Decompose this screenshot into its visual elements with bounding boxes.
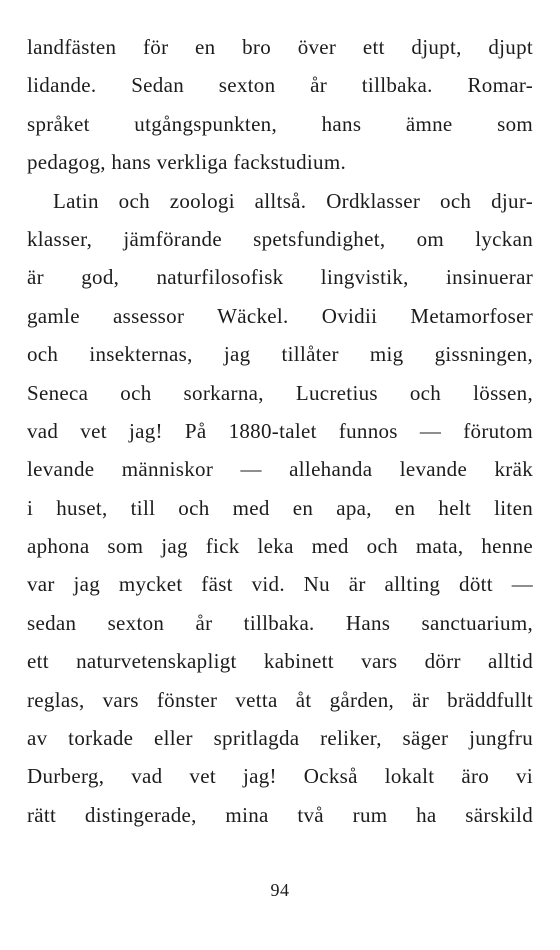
page-number: 94	[270, 880, 290, 900]
text-line: ett naturvetenskapligt kabinett vars dörr alltid	[27, 649, 533, 674]
text-line: levande människor — allehanda levande kräk	[27, 457, 533, 482]
paragraph-1	[27, 28, 533, 182]
text-line: landfästen för en bro över ett djupt, djupt	[27, 35, 533, 59]
text-line: rätt distingerade, mina två rum ha särskild	[27, 802, 533, 827]
text-line: klasser, jämförande spetsfundighet, om lyckan	[27, 226, 533, 251]
text-line: lidande. Sedan sexton år tillbaka. Romar-	[27, 73, 533, 98]
paragraph-2	[27, 182, 533, 835]
text-line: Durberg, vad vet jag! Också lokalt äro vi	[27, 764, 533, 789]
text-line: sedan sexton år tillbaka. Hans sanctuarium,	[27, 610, 533, 635]
text-line: gamle assessor Wäckel. Ovidii Metamorfoser	[27, 303, 533, 328]
text-line: var jag mycket fäst vid. Nu är allting dött —	[27, 572, 533, 597]
text-line: språket utgångspunkten, hans ämne som	[27, 111, 533, 136]
text-line: Seneca och sorkarna, Lucretius och lössen,	[27, 380, 533, 405]
text-line: aphona som jag fick leka med och mata, henne	[27, 534, 533, 559]
text-line: och insekternas, jag tillåter mig gissningen,	[27, 342, 533, 367]
text-line: av torkade eller spritlagda reliker, säger jungfru	[27, 726, 533, 751]
text-line: i huset, till och med en apa, en helt liten	[27, 495, 533, 520]
text-line: vad vet jag! På 1880-talet funnos — förutom	[27, 418, 533, 443]
text-line: Latin och zoologi alltså. Ordklasser och djur-	[53, 188, 533, 213]
text-line: är god, naturfilosofisk lingvistik, insinuerar	[27, 265, 533, 290]
text-line: pedagog, hans verkliga fackstudium.	[27, 150, 346, 175]
body-text	[27, 28, 533, 834]
text-line: reglas, vars fönster vetta åt gården, är bräddfullt	[27, 687, 533, 712]
